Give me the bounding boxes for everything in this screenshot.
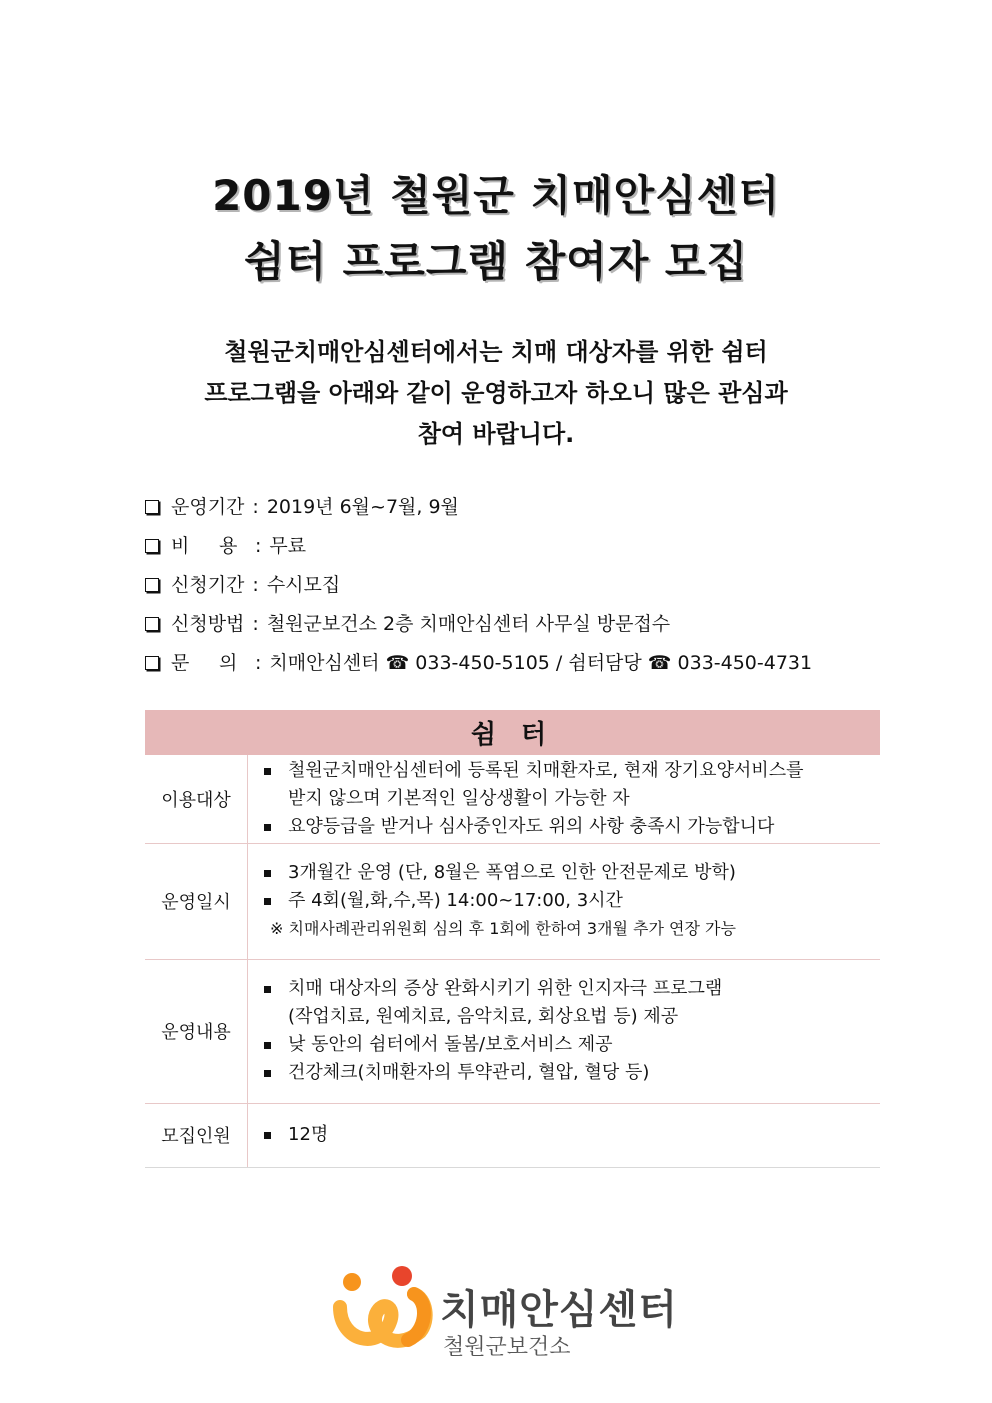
bullet-item [260, 1059, 880, 1087]
logo-head-left [343, 1273, 361, 1291]
title-line-1: 2019년 철원군 치매안심센터 [212, 171, 780, 220]
logo-ribbon-orange [408, 1294, 424, 1340]
bullet-icon [264, 898, 271, 905]
info-label: 신청기간 [171, 574, 245, 596]
bullet-icon [264, 1070, 271, 1077]
note-text: ※ 치매사례관리위원회 심의 후 1회에 한하여 3개월 추가 연장 가능 [270, 919, 736, 938]
bullet-text: 건강체크(치매환자의 투약관리, 혈압, 혈당 등) [288, 1062, 650, 1083]
shelter-table [145, 710, 880, 1168]
info-separator: : [255, 652, 262, 674]
checkbox-icon [145, 656, 159, 670]
intro-line-2: 프로그램을 아래와 같이 운영하고자 하오니 많은 관심과 [204, 379, 788, 407]
row-label: 운영내용 [145, 959, 248, 1103]
intro-line-3: 참여 바랍니다. [417, 420, 575, 448]
bullet-item [260, 975, 880, 1003]
table-row-schedule [145, 843, 880, 959]
info-label: 운영기간 [171, 496, 245, 518]
info-separator: : [252, 574, 259, 596]
bullet-text: 3개월간 운영 (단, 8월은 폭염으로 인한 안전문제로 방학) [288, 862, 736, 883]
bullet-icon [264, 1042, 271, 1049]
bullet-item [260, 1031, 880, 1059]
bullet-item [260, 813, 880, 841]
intro-line-1: 철원군치매안심센터에서는 치매 대상자를 위한 쉼터 [224, 338, 768, 366]
bullet-icon [264, 824, 271, 831]
checkbox-icon [145, 578, 159, 592]
bullet-icon [264, 768, 271, 775]
row-body [248, 755, 881, 843]
row-body [248, 959, 881, 1103]
logo-sub: 철원군보건소 [443, 1335, 571, 1360]
info-label: 비 용 [171, 535, 238, 557]
info-separator: : [252, 496, 259, 518]
table-row-content [145, 959, 880, 1103]
bullet-text: 철원군치매안심센터에 등록된 치매환자로, 현재 장기요양서비스를 [288, 759, 804, 781]
row-label: 이용대상 [145, 755, 248, 843]
title-line-2: 쉼터 프로그램 참여자 모집 [243, 237, 749, 286]
table-header: 쉼 터 [145, 710, 880, 755]
bullet-item [260, 1121, 880, 1149]
bullet-text: 주 4회(월,화,수,목) 14:00~17:00, 3시간 [288, 890, 623, 911]
info-label: 문 의 [171, 652, 238, 674]
checkbox-icon [145, 500, 159, 514]
info-label: 신청방법 [171, 613, 245, 635]
logo-head-right [392, 1266, 412, 1286]
info-value: 철원군보건소 2층 치매안심센터 사무실 방문접수 [266, 613, 671, 635]
info-separator: : [252, 613, 259, 635]
bullet-item [260, 887, 880, 915]
bullet-icon [264, 870, 271, 877]
info-value: 수시모집 [266, 574, 341, 596]
row-body [248, 1103, 881, 1167]
bullet-continuation: (작업치료, 원예치료, 음악치료, 회상요법 등) 제공 [288, 1006, 679, 1027]
info-separator: : [255, 535, 262, 557]
table-row-capacity [145, 1103, 880, 1167]
logo-name: 치매안심센터 [440, 1287, 678, 1333]
info-item-period [145, 492, 459, 519]
info-item-cost [145, 531, 306, 558]
checkbox-icon [145, 539, 159, 553]
row-body [248, 843, 881, 959]
row-label: 모집인원 [145, 1103, 248, 1167]
bullet-text: 요양등급을 받거나 심사중인자도 위의 사항 충족시 가능합니다 [288, 815, 775, 837]
info-value: 2019년 6월~7월, 9월 [266, 496, 459, 518]
table-row-target [145, 755, 880, 843]
bullet-item [260, 859, 880, 887]
bullet-text: 치매 대상자의 증상 완화시키기 위한 인지자극 프로그램 [288, 978, 723, 999]
info-item-apply-period [145, 570, 340, 597]
bullet-text: 낮 동안의 쉼터에서 돌봄/보호서비스 제공 [288, 1034, 613, 1055]
info-value: 무료 [269, 535, 307, 557]
bullet-item [260, 757, 880, 785]
checkbox-icon [145, 617, 159, 631]
bullet-text: 12명 [288, 1124, 329, 1145]
bullet-icon [264, 1132, 271, 1139]
info-value: 치매안심센터 ☎ 033-450-5105 / 쉼터담당 ☎ 033-450-4731 [269, 652, 813, 674]
row-label: 운영일시 [145, 843, 248, 959]
info-item-apply-method [145, 609, 670, 636]
info-item-contact [145, 648, 812, 675]
bullet-continuation: 받지 않으며 기본적인 일상생활이 가능한 자 [288, 787, 630, 809]
bullet-icon [264, 986, 271, 993]
